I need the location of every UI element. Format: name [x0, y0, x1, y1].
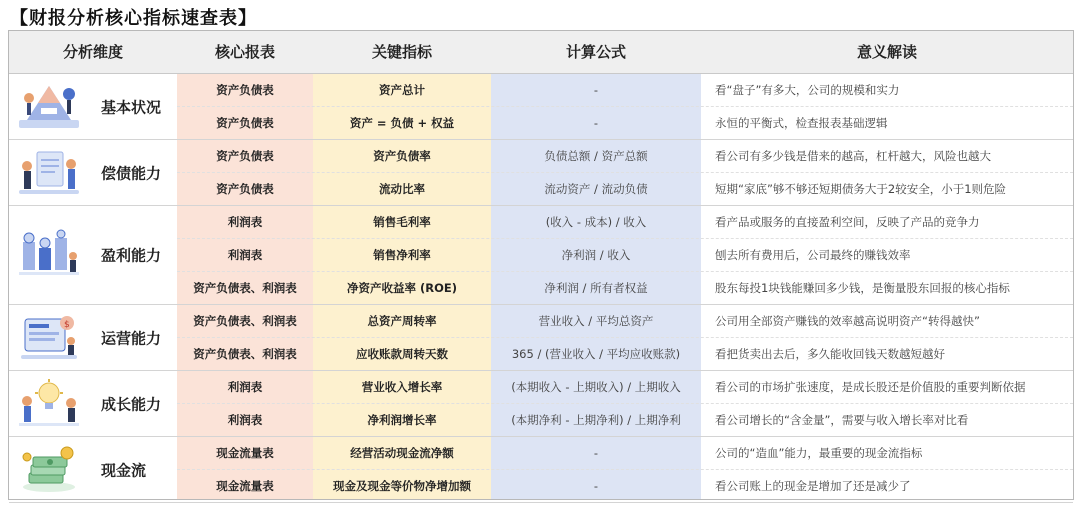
table-row	[177, 74, 1073, 107]
formula-cell: (收入 - 成本) / 收入	[545, 215, 647, 229]
meaning-cell: 公司的“造血”能力，最重要的现金流指标	[715, 446, 923, 460]
formula-cell: -	[593, 479, 599, 493]
svg-text:$: $	[64, 319, 70, 330]
report-cell: 利润表	[227, 380, 263, 394]
metric-cell: 净资产收益率 (ROE)	[346, 281, 457, 295]
dimension-label: 盈利能力	[101, 246, 162, 265]
dimension-label: 基本状况	[101, 98, 162, 116]
table-row	[177, 338, 1073, 371]
coin-stacks-illustration-icon	[17, 228, 81, 282]
header-dimension: 分析维度	[62, 43, 123, 61]
cash-stack-illustration-icon	[17, 443, 81, 497]
report-cell: 利润表	[227, 248, 263, 262]
metric-cell: 销售毛利率	[373, 215, 431, 229]
dimension-group	[9, 437, 177, 503]
metric-cell: 资产 = 负债 + 权益	[349, 116, 455, 130]
dimension-label: 成长能力	[101, 395, 162, 413]
header-meaning: 意义解读	[856, 43, 917, 61]
header-report: 核心报表	[214, 43, 275, 61]
meaning-cell: 看产品或服务的直接盈利空间，反映了产品的竞争力	[715, 215, 980, 229]
metric-cell: 资产总计	[379, 83, 425, 97]
meaning-cell: 看“盘子”有多大，公司的规模和实力	[715, 83, 900, 97]
dimension-label: 现金流	[101, 461, 147, 479]
dimension-group	[9, 74, 177, 140]
metric-cell: 流动比率	[379, 182, 425, 196]
formula-cell: (本期收入 - 上期收入) / 上期收入	[511, 380, 681, 394]
table-row	[177, 206, 1073, 239]
table-row	[177, 107, 1073, 140]
metric-cell: 应收账款周转天数	[356, 347, 448, 361]
meaning-cell: 公司用全部资产赚钱的效率越高说明资产“转得越快”	[715, 314, 980, 328]
meaning-cell: 看公司有多少钱是借来的越高，杠杆越大，风险也越大	[715, 149, 991, 163]
formula-cell: -	[593, 116, 599, 130]
table-row	[177, 470, 1073, 503]
invoice-illustration-icon	[17, 311, 81, 365]
formula-cell: -	[593, 446, 599, 460]
meaning-cell: 永恒的平衡式，检查报表基础逻辑	[715, 116, 888, 130]
metric-cell: 总资产周转率	[367, 314, 437, 328]
formula-cell: -	[593, 83, 599, 97]
report-cell: 利润表	[227, 413, 263, 427]
report-cell: 现金流量表	[216, 479, 274, 493]
table-row	[177, 239, 1073, 272]
formula-cell: 净利润 / 收入	[561, 248, 631, 262]
formula-cell: 负债总额 / 资产总额	[544, 149, 648, 163]
formula-cell: (本期净利 - 上期净利) / 上期净利	[511, 413, 681, 427]
table-row	[177, 404, 1073, 437]
meaning-cell: 看把货卖出去后，多久能收回钱天数越短越好	[715, 347, 945, 361]
document-people-illustration-icon	[17, 146, 81, 200]
header-metric: 关键指标	[371, 43, 432, 61]
report-cell: 资产负债表	[216, 149, 274, 163]
dimension-label: 运营能力	[101, 329, 162, 347]
metric-cell: 经营活动现金流净额	[350, 446, 454, 460]
metric-cell: 营业收入增长率	[361, 380, 443, 394]
dimension-group	[9, 206, 177, 305]
header-formula: 计算公式	[565, 43, 626, 61]
report-cell: 资产负债表、利润表	[193, 281, 297, 295]
table-row	[177, 371, 1073, 404]
formula-cell: 流动资产 / 流动负债	[544, 182, 648, 196]
meaning-cell: 短期“家底”够不够还短期债务大于2较安全，小于1则危险	[715, 182, 1007, 196]
metric-cell: 资产负债率	[373, 149, 431, 163]
dimension-group	[9, 305, 177, 371]
metric-cell: 现金及现金等价物净增加额	[333, 479, 471, 493]
report-cell: 资产负债表	[216, 116, 274, 130]
lightbulb-growth-illustration-icon	[17, 377, 81, 431]
table-row	[177, 173, 1073, 206]
metric-cell: 净利润增长率	[367, 413, 437, 427]
meaning-cell: 看公司增长的“含金量”，需要与收入增长率对比看	[715, 413, 969, 427]
metrics-table	[8, 30, 1074, 500]
meaning-cell: 看公司账上的现金是增加了还是减少了	[715, 479, 911, 493]
dimension-group	[9, 140, 177, 206]
table-row	[177, 272, 1073, 305]
report-cell: 利润表	[227, 215, 263, 229]
meaning-cell: 刨去所有费用后，公司最终的赚钱效率	[715, 248, 911, 262]
page-title: 【财报分析核心指标速查表】	[10, 8, 257, 29]
formula-cell: 365 / (营业收入 / 平均应收账款)	[511, 347, 681, 361]
dimension-label: 偿债能力	[101, 164, 162, 182]
table-row	[177, 140, 1073, 173]
report-cell: 资产负债表	[216, 182, 274, 196]
pyramid-illustration-icon	[17, 80, 81, 134]
formula-cell: 净利润 / 所有者权益	[544, 281, 648, 295]
table-header	[9, 31, 1073, 74]
metric-cell: 销售净利率	[373, 248, 431, 262]
report-cell: 资产负债表、利润表	[193, 314, 297, 328]
table-row	[177, 437, 1073, 470]
formula-cell: 营业收入 / 平均总资产	[538, 314, 654, 328]
report-cell: 资产负债表	[216, 83, 274, 97]
report-cell: 资产负债表、利润表	[193, 347, 297, 361]
meaning-cell: 股东每投1块钱能赚回多少钱，是衡量股东回报的核心指标	[715, 281, 1010, 295]
report-cell: 现金流量表	[216, 446, 274, 460]
table-row	[177, 305, 1073, 338]
meaning-cell: 看公司的市场扩张速度，是成长股还是价值股的重要判断依据	[715, 380, 1026, 394]
dimension-group	[9, 371, 177, 437]
